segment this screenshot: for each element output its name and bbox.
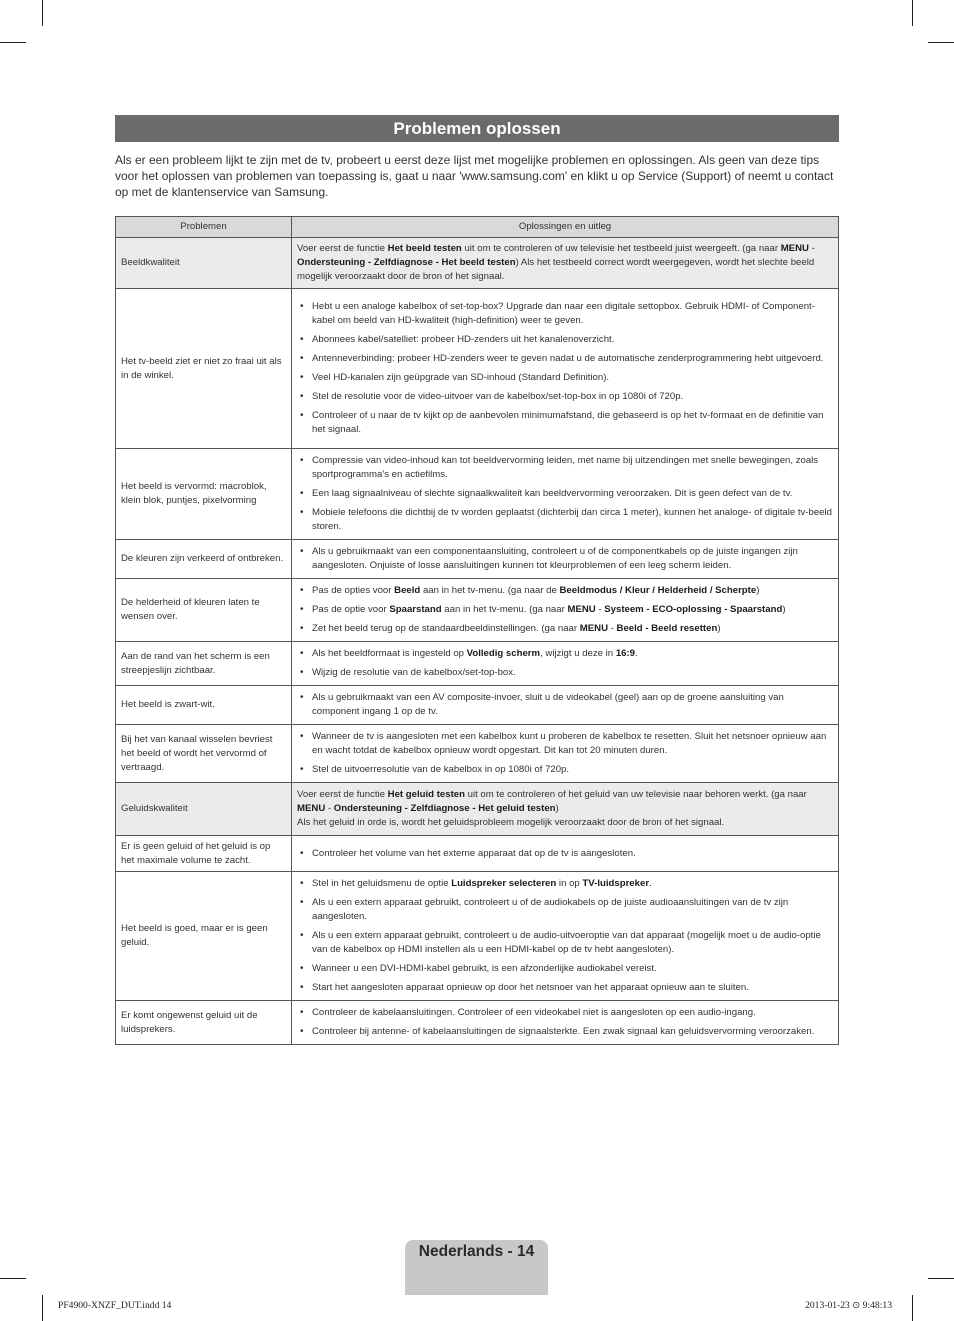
crop-mark	[0, 1278, 26, 1279]
solution-cell	[292, 725, 839, 783]
list-item: • Controleer bij antenne- of kabelaansluitingen de signaalsterkte. Een zwak signaal kan geluidsvervorming veroorzaken.	[297, 1025, 833, 1039]
column-header-problems: Problemen	[116, 217, 292, 238]
problem-cell: Het beeld is vervormd: macroblok, klein blok, puntjes, pixelvorming	[116, 449, 292, 540]
solution-cell: Voer eerst de functie Het geluid testen uit om te controleren of het geluid van uw televisie naar behoren werkt. (ga naar MENU - Ondersteuning - Zelfdiagnose - Het geluid testen) Als het geluid in orde is, wordt het geluidsprobleem mogelijk veroorzaakt door de bron of het signaal.	[292, 783, 839, 836]
table-row	[116, 836, 839, 872]
list-item: • Hebt u een analoge kabelbox of set-top-box? Upgrade dan naar een digitale settopbox. Gebruik HDMI- of Component-kabel om beeld van HD-kwaliteit (high-definition) weer te geven.	[297, 300, 833, 328]
list-item: • Als het beeldformaat is ingesteld op Volledig scherm, wijzigt u deze in 16:9.	[297, 647, 833, 661]
footer-date-info: 2013-01-23 ⊙ 9:48:13	[805, 1300, 892, 1311]
crop-mark	[928, 42, 954, 43]
list-item: • Als u een extern apparaat gebruikt, controleert u de audio-uitvoeroptie van dat apparaat (mogelijk moet u de audio-optie van de kabelbox op HDMI instellen als u een HDMI-kabel op de tv hebt aangesloten).	[297, 929, 833, 957]
list-item: • Pas de opties voor Beeld aan in het tv-menu. (ga naar de Beeldmodus / Kleur / Helderheid / Scherpte)	[297, 584, 833, 598]
list-item: • Abonnees kabel/satelliet: probeer HD-zenders uit het kanalenoverzicht.	[297, 333, 833, 347]
problem-cell: Het beeld is goed, maar er is geen geluid.	[116, 872, 292, 1001]
problem-cell: Er komt ongewenst geluid uit de luidsprekers.	[116, 1001, 292, 1045]
solution-cell	[292, 540, 839, 579]
footer-file-info: PF4900-XNZF_DUT.indd 14	[58, 1300, 172, 1311]
solution-cell	[292, 836, 839, 872]
problem-cell: De kleuren zijn verkeerd of ontbreken.	[116, 540, 292, 579]
solution-cell	[292, 642, 839, 686]
table-row	[116, 540, 839, 579]
list-item: • Compressie van video-inhoud kan tot beeldvervorming leiden, met name bij uitzendingen met snelle bewegingen, zoals sportprogramma's en actiefilms.	[297, 454, 833, 482]
crop-mark	[0, 42, 26, 43]
list-item: • Pas de optie voor Spaarstand aan in het tv-menu. (ga naar MENU - Systeem - ECO-oplossing - Spaarstand)	[297, 603, 833, 617]
page-title: Problemen oplossen	[115, 115, 839, 142]
problem-cell: Bij het van kanaal wisselen bevriest het beeld of wordt het vervormd of vertraagd.	[116, 725, 292, 783]
troubleshooting-table	[115, 216, 839, 1045]
crop-mark	[42, 0, 43, 26]
list-item: • Stel in het geluidsmenu de optie Luidspreker selecteren in op TV-luidspreker.	[297, 877, 833, 891]
list-item: • Als u gebruikmaakt van een AV composite-invoer, sluit u de videokabel (geel) aan op de groene aansluiting van component ingang 1 op de tv.	[297, 691, 833, 719]
list-item: • Wanneer u een DVI-HDMI-kabel gebruikt, is een afzonderlijke audiokabel vereist.	[297, 962, 833, 976]
list-item: • Als u een extern apparaat gebruikt, controleert u of de audiokabels op de juiste audioaansluitingen van de tv zijn aangesloten.	[297, 896, 833, 924]
problem-cell: Het beeld is zwart-wit.	[116, 686, 292, 725]
table-row	[116, 1001, 839, 1045]
crop-mark	[42, 1295, 43, 1321]
crop-mark	[928, 1278, 954, 1279]
intro-paragraph: Als er een probleem lijkt te zijn met de tv, probeert u eerst deze lijst met mogelijke problemen en oplossingen. Als geen van deze tips voor het oplossen van problemen van toepassing is, gaat u naar 'www.samsung.com' en klikt u op Service (Support) of neemt u contact op met de klantenservice van Samsung.	[115, 153, 834, 199]
crop-mark	[912, 0, 913, 26]
list-item: • Zet het beeld terug op de standaardbeeldinstellingen. (ga naar MENU - Beeld - Beeld resetten)	[297, 622, 833, 636]
table-header-row	[116, 217, 839, 238]
table-row	[116, 289, 839, 449]
list-item: • Wanneer de tv is aangesloten met een kabelbox kunt u proberen de kabelbox te resetten. Sluit het netsnoer opnieuw aan en wacht totdat de kabelbox opnieuw wordt opgestart. Dit kan tot 20 minuten duren.	[297, 730, 833, 758]
list-item: • Wijzig de resolutie van de kabelbox/set-top-box.	[297, 666, 833, 680]
table-row	[116, 725, 839, 783]
list-item: • Controleer of u naar de tv kijkt op de aanbevolen minimumafstand, die gebaseerd is op het tv-formaat en de definitie van het signaal.	[297, 409, 833, 437]
problem-cell: Het tv-beeld ziet er niet zo fraai uit als in de winkel.	[116, 289, 292, 449]
problem-cell: De helderheid of kleuren laten te wensen over.	[116, 579, 292, 642]
problem-cell: Beeldkwaliteit	[116, 238, 292, 289]
problem-cell: Aan de rand van het scherm is een streepjeslijn zichtbaar.	[116, 642, 292, 686]
list-item: • Een laag signaalniveau of slechte signaalkwaliteit kan beeldvervorming veroorzaken. Dit is geen defect van de tv.	[297, 487, 833, 501]
list-item: • Als u gebruikmaakt van een componentaansluiting, controleert u of de componentkabels op de juiste ingangen zijn aangesloten. Onjuiste of losse aansluitingen kunnen tot kleurproblemen of een leeg scherm leiden.	[297, 545, 833, 573]
solution-cell	[292, 686, 839, 725]
problem-cell: Er is geen geluid of het geluid is op het maximale volume te zacht.	[116, 836, 292, 872]
list-item: • Stel de resolutie voor de video-uitvoer van de kabelbox/set-top-box in op 1080i of 720p.	[297, 390, 833, 404]
crop-mark	[912, 1295, 913, 1321]
page-number-label: Nederlands - 14	[418, 1243, 535, 1260]
table-row	[116, 872, 839, 1001]
list-item: • Controleer de kabelaansluitingen. Controleer of een videokabel niet is aangesloten op een audio-ingang.	[297, 1006, 833, 1020]
solution-cell	[292, 872, 839, 1001]
list-item: • Stel de uitvoerresolutie van de kabelbox in op 1080i of 720p.	[297, 763, 833, 777]
table-row	[116, 686, 839, 725]
problem-cell: Geluidskwaliteit	[116, 783, 292, 836]
list-item: • Controleer het volume van het externe apparaat dat op de tv is aangesloten.	[297, 847, 833, 861]
table-row	[116, 579, 839, 642]
table-row	[116, 449, 839, 540]
list-item: • Antenneverbinding: probeer HD-zenders weer te geven nadat u de automatische zenderprogrammering hebt uitgevoerd.	[297, 352, 833, 366]
solution-cell: Voer eerst de functie Het beeld testen uit om te controleren of uw televisie het testbeeld juist weergeeft. (ga naar MENU - Ondersteuning - Zelfdiagnose - Het beeld testen) Als het testbeeld correct wordt weergegeven, wordt het slechte beeld mogelijk veroorzaakt door de bron of het signaal.	[292, 238, 839, 289]
table-row	[116, 783, 839, 836]
list-item: • Veel HD-kanalen zijn geüpgrade van SD-inhoud (Standard Definition).	[297, 371, 833, 385]
column-header-solutions: Oplossingen en uitleg	[292, 217, 839, 238]
solution-cell	[292, 289, 839, 449]
solution-cell	[292, 579, 839, 642]
table-row	[116, 642, 839, 686]
list-item: • Start het aangesloten apparaat opnieuw op door het netsnoer van het apparaat opnieuw aan te sluiten.	[297, 981, 833, 995]
solution-cell	[292, 1001, 839, 1045]
table-row	[116, 238, 839, 289]
solution-cell	[292, 449, 839, 540]
list-item: • Mobiele telefoons die dichtbij de tv worden geplaatst (dichterbij dan circa 1 meter), kunnen het analoge- of digitale tv-beeld storen.	[297, 506, 833, 534]
